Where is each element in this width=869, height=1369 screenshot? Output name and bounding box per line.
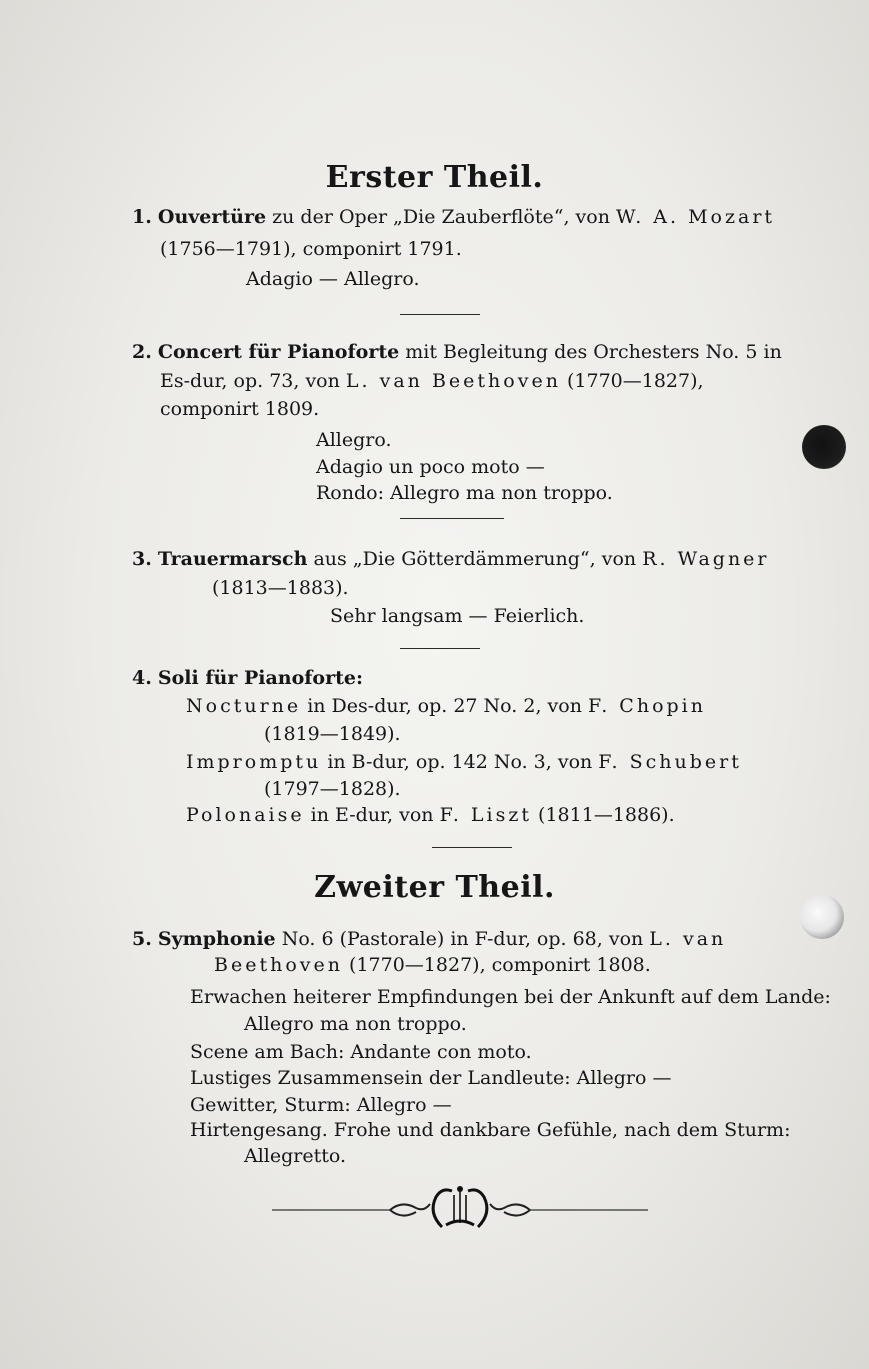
item3-description: aus „Die Götterdämmerung“, von <box>313 548 637 570</box>
item2-line3: componirt 1809. <box>160 398 320 420</box>
item4-piece1-composer: F. Chopin <box>588 695 706 717</box>
item1-title: Ouvertüre <box>157 206 267 228</box>
item1-tempo: Adagio — Allegro. <box>246 268 420 290</box>
item2-line2 <box>160 369 704 393</box>
item2-key: Es-dur, op. 73, von <box>160 370 340 392</box>
item1-line1 <box>132 205 775 229</box>
item5-movement-5: Hirtengesang. Frohe und dankbare Gefühle, nach dem Sturm: <box>190 1119 791 1141</box>
item2-movement-3: Rondo: Allegro ma non troppo. <box>316 482 613 504</box>
item1-composer: W. A. Mozart <box>616 206 776 228</box>
punch-hole <box>800 895 844 939</box>
item3-number: 3. <box>132 548 152 570</box>
item3-tempo: Sehr langsam — Feierlich. <box>330 605 585 627</box>
item4-piece2 <box>186 750 742 774</box>
item5-title: Symphonie <box>157 928 276 950</box>
item5-movement-2: Scene am Bach: Andante con moto. <box>190 1041 532 1063</box>
item2-description: mit Begleitung des Orchesters No. 5 in <box>405 341 782 363</box>
divider <box>432 847 512 848</box>
item2-number: 2. <box>132 341 152 363</box>
item5-number: 5. <box>132 928 152 950</box>
item4-piece2-details: in B-dur, op. 142 No. 3, von <box>327 751 593 773</box>
item4-piece3-composer: F. Liszt <box>439 804 532 826</box>
item4-piece1-title: Nocturne <box>186 695 302 717</box>
item5-dates: (1770—1827), componirt 1808. <box>349 954 651 976</box>
item4-piece2-composer: F. Schubert <box>598 751 742 773</box>
item5-composer-first: L. van <box>649 928 727 950</box>
lyre-ornament-icon <box>270 1183 650 1233</box>
item5-movement-3: Lustiges Zusammensein der Landleute: Allegro — <box>190 1067 672 1089</box>
part2-heading: Zweiter Theil. <box>314 870 555 905</box>
item4-piece3-dates: (1811—1886). <box>538 804 675 826</box>
item5-line2 <box>214 953 651 977</box>
divider <box>400 648 480 649</box>
item2-movement-2: Adagio un poco moto — <box>316 456 545 478</box>
item2-dates: (1770—1827), <box>566 370 704 392</box>
item4-piece1-details: in Des-dur, op. 27 No. 2, von <box>307 695 582 717</box>
item4-piece3-details: in E-dur, von <box>310 804 434 826</box>
item5-composer-last: Beethoven <box>214 954 343 976</box>
punch-hole <box>802 425 846 469</box>
item4-piece3 <box>186 803 675 827</box>
item2-title: Concert für Pianoforte <box>157 341 400 363</box>
item2-composer: L. van Beethoven <box>345 370 561 392</box>
item4-piece3-title: Polonaise <box>186 804 305 826</box>
divider <box>400 518 504 519</box>
item5-movement-1-tempo: Allegro ma non troppo. <box>244 1013 467 1035</box>
item1-number: 1. <box>132 206 152 228</box>
item4-piece1-dates: (1819—1849). <box>264 723 401 745</box>
item3-line1 <box>132 547 770 571</box>
item4-title: Soli für Pianoforte: <box>157 667 363 689</box>
item5-movement-4: Gewitter, Sturm: Allegro — <box>190 1094 452 1116</box>
item5-movement-1: Erwachen heiterer Empfindungen bei der Ankunft auf dem Lande: <box>190 986 831 1008</box>
item3-line2: (1813—1883). <box>212 577 349 599</box>
divider <box>400 314 480 315</box>
item4-piece1 <box>186 694 706 718</box>
item2-movement-1: Allegro. <box>316 429 392 451</box>
item3-composer: R. Wagner <box>642 548 770 570</box>
item4-number: 4. <box>132 667 152 689</box>
item4-line1 <box>132 666 363 690</box>
item5-description: No. 6 (Pastorale) in F-dur, op. 68, von <box>281 928 644 950</box>
item1-line2: (1756—1791), componirt 1791. <box>160 238 462 260</box>
item5-line1 <box>132 927 726 951</box>
item4-piece2-dates: (1797—1828). <box>264 778 401 800</box>
item2-line1 <box>132 340 782 364</box>
part1-heading: Erster Theil. <box>325 160 544 195</box>
item4-piece2-title: Impromptu <box>186 751 322 773</box>
item3-title: Trauermarsch <box>157 548 308 570</box>
item5-movement-5-tempo: Allegretto. <box>244 1145 347 1167</box>
item1-description: zu der Oper „Die Zauberflöte“, von <box>272 206 610 228</box>
